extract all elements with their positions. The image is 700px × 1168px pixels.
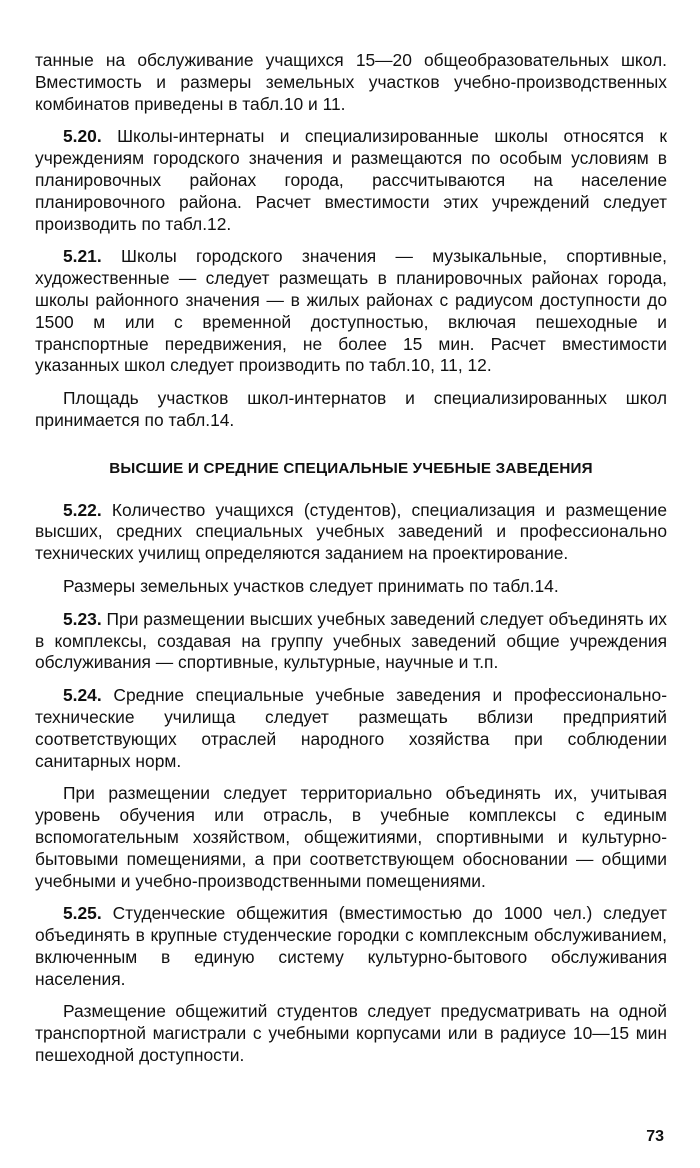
clause-number: 5.21.	[63, 246, 102, 267]
paragraph-5-24	[35, 685, 667, 772]
section-heading: ВЫСШИЕ И СРЕДНИЕ СПЕЦИАЛЬНЫЕ УЧЕБНЫЕ ЗАВЕДЕНИЯ	[109, 459, 593, 477]
paragraph-text: Площадь участков школ-интернатов и специализированных школ принимается по табл.14.	[35, 388, 667, 430]
clause-number: 5.23.	[63, 608, 102, 629]
clause-number: 5.22.	[63, 499, 102, 520]
clause-number: 5.20.	[63, 126, 102, 147]
paragraph-text: Размещение общежитий студентов следует предусматривать на одной транспортной магистрали с учебными корпусами или в радиусе 10—15 мин пешеходной доступности.	[35, 1001, 667, 1066]
paragraph-text: Количество учащихся (студентов), специализация и размещение высших, средних специальных учебных заведений и профессионально технических училищ определяются заданием на проектирование.	[35, 499, 667, 564]
paragraph-continuation	[35, 50, 667, 115]
paragraph-text: танные на обслуживание учащихся 15—20 общеобразовательных школ. Вместимость и размеры земельных участков учебно-производственных комбинатов приведены в табл.10 и 11.	[35, 50, 667, 114]
paragraph-area-note	[35, 388, 667, 432]
paragraph-text: При размещении следует территориально объединять их, учитывая уровень обучения или отрасль, в учебные комплексы с единым вспомогательным хозяйством, общежитиями, спортивными и культурно-бытовыми помещениями, а при соответствующем обосновании — общими учебными и учебно-производственными помещениями.	[35, 783, 667, 891]
paragraph-text: Студенческие общежития (вместимостью до 1000 чел.) следует объединять в крупные студенческие городки с комплексным обслуживанием, включенным в единую систему культурно-бытового обслуживания населения.	[35, 903, 667, 989]
paragraph-text: Средние специальные учебные заведения и профессионально-технические училища следует размещать вблизи предприятий соответствующих отраслей народного хозяйства при соблюдении санитарных норм.	[35, 685, 667, 771]
paragraph-5-20	[35, 126, 667, 235]
paragraph-5-22	[35, 500, 667, 565]
paragraph-text: Размеры земельных участков следует принимать по табл.14.	[63, 575, 559, 596]
paragraph-5-21	[35, 246, 667, 377]
paragraph-dormitories	[35, 1001, 667, 1066]
paragraph-text: Школы городского значения — музыкальные, спортивные, художественные — следует размещать в планировочных районах города, школы районного значения — в жилых районах с радиусом доступности до 1500 м или с временной доступностью, включая пешеходные и транспортные передвижения, не более 15 мин. Расчет вместимости указанных школ следует производить по табл.10, 11, 12.	[35, 246, 667, 376]
paragraph-5-23	[35, 609, 667, 674]
paragraph-placement	[35, 783, 667, 892]
clause-number: 5.25.	[63, 903, 102, 924]
paragraph-text: Школы-интернаты и специализированные школы относятся к учреждениям городского значения и размещаются по особым условиям в планировочных районах города, рассчитываются на население планировочного района. Расчет вместимости этих учреждений следует производить по табл.12.	[35, 126, 667, 234]
paragraph-text: При размещении высших учебных заведений следует объединять их в комплексы, создавая на группу учебных заведений общие учреждения обслуживания — спортивные, культурные, научные и т.п.	[35, 608, 667, 673]
clause-number: 5.24.	[63, 685, 102, 706]
document-page	[35, 50, 667, 1067]
page-number: 73	[646, 1128, 664, 1145]
paragraph-5-25	[35, 903, 667, 990]
paragraph-land-sizes	[35, 576, 667, 598]
